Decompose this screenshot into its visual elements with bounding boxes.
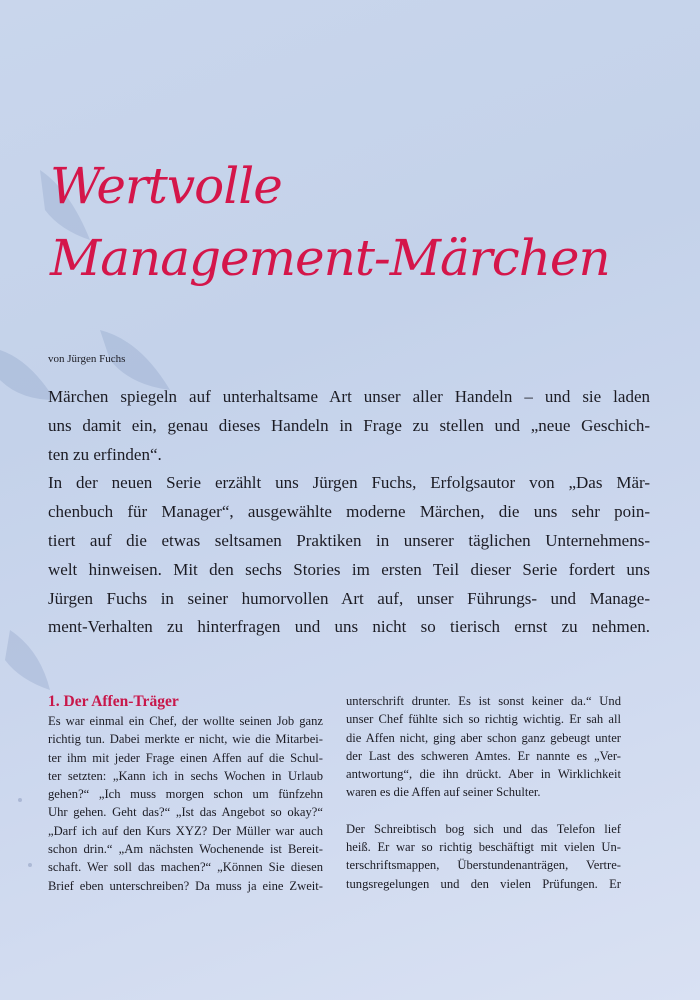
body-line: unser Chef fühlte sich so richtig wichtig. Er sah all	[346, 712, 621, 727]
body-line: der Last des schweren Amtes. Er nannte es „Ver-	[346, 748, 621, 763]
article-title	[50, 150, 610, 294]
title-line-1: Wertvolle	[50, 157, 282, 215]
body-line: unterschrift drunter. Es ist sonst keiner da.“ Und	[346, 694, 621, 708]
left-column	[48, 693, 323, 895]
right-column	[346, 692, 621, 893]
title-line-2: Management-Märchen	[50, 229, 610, 287]
intro-line: Märchen spiegeln auf unterhaltsame Art unser aller Handeln – und sie laden	[48, 387, 650, 406]
byline: von Jürgen Fuchs	[48, 353, 126, 365]
body-line: richtig tun. Dabei merkte er nicht, wie die Mitarbei-	[48, 732, 323, 747]
body-line: Brief eben unterschreiben? Da muss ja eine Zweit-	[48, 878, 323, 893]
body-line: heiß. Er war so richtig beschäftigt mit vielen Un-	[346, 840, 621, 855]
intro-line: chenbuch für Manager“, ausgewählte moderne Märchen, die uns sehr poin-	[48, 502, 650, 522]
intro-line: welt hinweisen. Mit den sechs Stories im ersten Teil dieser Serie fordert uns	[48, 559, 650, 579]
section-heading: 1. Der Affen-Träger	[48, 693, 179, 710]
intro-line: tiert auf die etwas seltsamen Praktiken in unserer täglichen Unternehmens-	[48, 530, 650, 550]
intro-line: Jürgen Fuchs in seiner humorvollen Art auf, unser Führungs- und Manage-	[48, 588, 650, 608]
body-line: gehen?“ „Ich muss morgen schon um fünfzehn	[48, 787, 323, 802]
intro-line: ten zu erfinden“.	[48, 444, 162, 464]
body-line: ter ihm mit jeder Frage einen Affen auf die Schul-	[48, 750, 323, 765]
body-line: ter setzten: „Kann ich in sechs Wochen in Urlaub	[48, 768, 323, 783]
body-line: „Darf ich auf den Kurs XYZ? Der Müller war auch	[48, 823, 323, 838]
intro-line: In der neuen Serie erzählt uns Jürgen Fuchs, Erfolgsautor von „Das Mär-	[48, 473, 650, 493]
body-line: Uhr gehen. Geht das?“ „Ist das Angebot so okay?“	[48, 805, 323, 820]
body-line: terschriftsmappen, Überstundenanträgen, Vertre-	[346, 858, 621, 873]
intro-paragraph	[48, 383, 650, 642]
body-line: antwortung“, die ihn drückt. Aber in Wirklichkeit	[346, 767, 621, 782]
body-line: tungsregelungen und den vielen Prüfungen. Er	[346, 876, 621, 891]
intro-line: ment-Verhalten zu hinterfragen und uns nicht so tierisch ernst zu nehmen.	[48, 617, 650, 637]
body-line: Es war einmal ein Chef, der wollte seinen Job ganz	[48, 714, 323, 728]
body-line: waren es die Affen auf seiner Schulter.	[346, 785, 541, 800]
paragraph-gap	[346, 802, 621, 820]
body-line: schon drin.“ „Am nächsten Wochenende ist Bereit-	[48, 842, 323, 857]
body-line: die Affen nicht, ging aber schon ganz gebeugt unter	[346, 730, 621, 745]
body-line: Der Schreibtisch bog sich und das Telefon lief	[346, 821, 621, 836]
body-line: schaft. Wer soll das machen?“ „Können Sie diesen	[48, 860, 323, 875]
intro-line: uns damit ein, genau dieses Handeln in Frage zu stellen und „neue Geschich-	[48, 415, 650, 435]
